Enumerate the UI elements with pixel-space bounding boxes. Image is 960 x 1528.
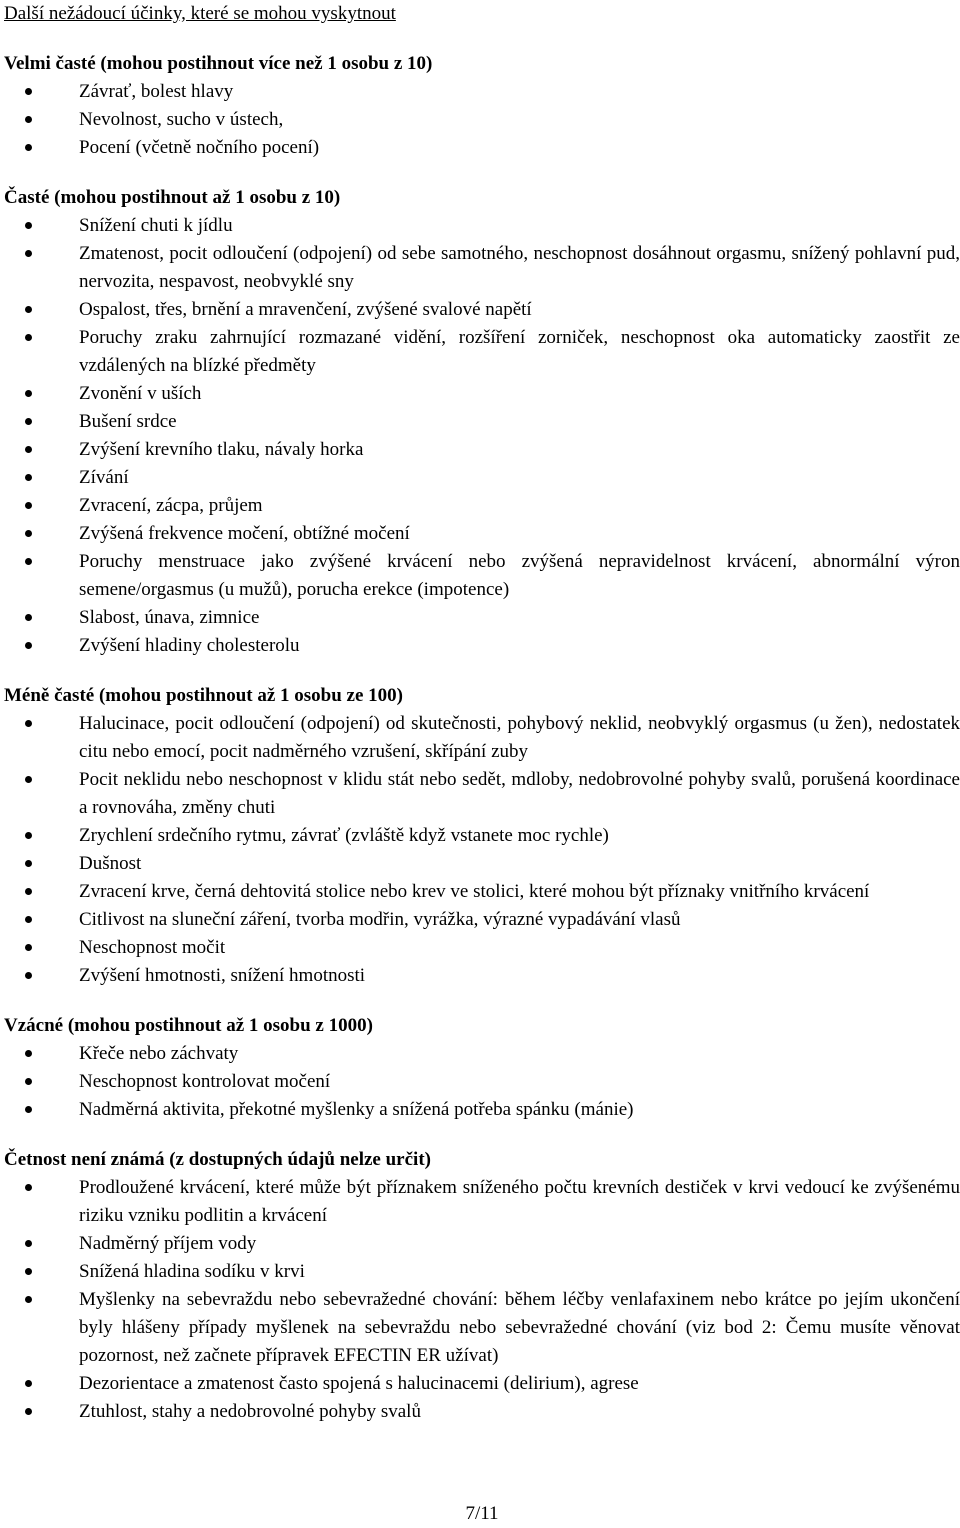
list-item bbox=[4, 436, 960, 464]
side-effect-list bbox=[4, 1040, 960, 1124]
list-item bbox=[4, 324, 960, 380]
list-item bbox=[4, 1286, 960, 1370]
list-item bbox=[4, 1174, 960, 1230]
section-heading: Časté (mohou postihnout až 1 osobu z 10) bbox=[4, 187, 341, 208]
list-item-text: Slabost, únava, zimnice bbox=[79, 607, 260, 628]
bullet-icon bbox=[25, 832, 32, 839]
list-item-text: Závrať, bolest hlavy bbox=[79, 81, 234, 102]
list-item bbox=[4, 134, 960, 162]
list-item bbox=[4, 822, 960, 850]
list-item bbox=[4, 766, 960, 822]
bullet-icon bbox=[25, 474, 32, 481]
list-item bbox=[4, 78, 960, 106]
list-item bbox=[4, 106, 960, 134]
list-item bbox=[4, 850, 960, 878]
list-item-text: Dezorientace a zmatenost často spojená s halucinacemi (delirium), agrese bbox=[79, 1373, 639, 1394]
frequency-section bbox=[4, 682, 960, 990]
page-title: Další nežádoucí účinky, které se mohou vyskytnout bbox=[4, 3, 396, 24]
list-item bbox=[4, 962, 960, 990]
list-item-text: Zvýšení hmotnosti, snížení hmotnosti bbox=[79, 965, 366, 986]
list-item bbox=[4, 1040, 960, 1068]
list-item bbox=[4, 240, 960, 296]
list-item-text: Myšlenky na sebevraždu nebo sebevražedné chování: během léčby venlafaxinem nebo krátce po jejím ukončení byly hlášeny případy myšlenek na sebevraždu nebo sebevražedné chování (viz bod 2: Čemu musíte věnovat pozornost, než začnete přípravek EFECTIN ER užívat) bbox=[79, 1289, 960, 1366]
list-item-text: Zvonění v uších bbox=[79, 383, 202, 404]
frequency-section bbox=[4, 1146, 960, 1426]
list-item bbox=[4, 296, 960, 324]
bullet-icon bbox=[25, 972, 32, 979]
list-item bbox=[4, 1096, 960, 1124]
section-heading: Velmi časté (mohou postihnout více než 1 osobu z 10) bbox=[4, 53, 433, 74]
bullet-icon bbox=[25, 642, 32, 649]
sections-container bbox=[4, 50, 960, 1426]
list-item-text: Nevolnost, sucho v ústech, bbox=[79, 109, 284, 130]
frequency-section bbox=[4, 184, 960, 660]
list-item-text: Zívání bbox=[79, 467, 129, 488]
bullet-icon bbox=[25, 222, 32, 229]
bullet-icon bbox=[25, 334, 32, 341]
list-item bbox=[4, 212, 960, 240]
list-item-text: Snížená hladina sodíku v krvi bbox=[79, 1261, 305, 1282]
list-item-text: Snížení chuti k jídlu bbox=[79, 215, 233, 236]
list-item-text: Poruchy menstruace jako zvýšené krvácení nebo zvýšená nepravidelnost krvácení, abnormální výron semene/orgasmus (u mužů), porucha erekce (impotence) bbox=[79, 551, 960, 600]
bullet-icon bbox=[25, 1268, 32, 1275]
list-item-text: Poruchy zraku zahrnující rozmazané vidění, rozšíření zorniček, neschopnost oka automaticky zaostřit ze vzdálených na blízké předměty bbox=[79, 327, 960, 376]
list-item-text: Pocit neklidu nebo neschopnost v klidu stát nebo sedět, mdloby, nedobrovolné pohyby svalů, porušená koordinace a rovnováha, změny chuti bbox=[79, 769, 960, 818]
document-page bbox=[4, 0, 960, 1426]
list-item bbox=[4, 408, 960, 436]
bullet-icon bbox=[25, 502, 32, 509]
bullet-icon bbox=[25, 1078, 32, 1085]
bullet-icon bbox=[25, 1380, 32, 1387]
bullet-icon bbox=[25, 1106, 32, 1113]
list-item-text: Zvýšená frekvence močení, obtížné močení bbox=[79, 523, 410, 544]
list-item bbox=[4, 1230, 960, 1258]
bullet-icon bbox=[25, 558, 32, 565]
list-item-text: Prodloužené krvácení, které může být příznakem sníženého počtu krevních destiček v krvi vedoucí ke zvýšenému riziku vzniku podlitin a krvácení bbox=[79, 1177, 960, 1226]
list-item-text: Neschopnost kontrolovat močení bbox=[79, 1071, 331, 1092]
bullet-icon bbox=[25, 916, 32, 923]
bullet-icon bbox=[25, 1050, 32, 1057]
bullet-icon bbox=[25, 144, 32, 151]
list-item bbox=[4, 520, 960, 548]
frequency-section bbox=[4, 50, 960, 162]
bullet-icon bbox=[25, 250, 32, 257]
bullet-icon bbox=[25, 614, 32, 621]
list-item bbox=[4, 464, 960, 492]
list-item bbox=[4, 1258, 960, 1286]
list-item bbox=[4, 934, 960, 962]
list-item-text: Zvracení krve, černá dehtovitá stolice nebo krev ve stolici, které mohou být příznaky vnitřního krvácení bbox=[79, 881, 870, 902]
list-item bbox=[4, 906, 960, 934]
list-item-text: Halucinace, pocit odloučení (odpojení) od skutečnosti, pohybový neklid, neobvyklý orgasmus (u žen), nedostatek citu nebo emocí, pocit nadměrného vzrušení, skřípání zuby bbox=[79, 713, 960, 762]
list-item-text: Zvýšení krevního tlaku, návaly horka bbox=[79, 439, 364, 460]
page-number: 7/11 bbox=[465, 1503, 499, 1524]
side-effect-list bbox=[4, 1174, 960, 1426]
bullet-icon bbox=[25, 944, 32, 951]
list-item bbox=[4, 878, 960, 906]
list-item bbox=[4, 604, 960, 632]
side-effect-list bbox=[4, 78, 960, 162]
list-item bbox=[4, 492, 960, 520]
list-item bbox=[4, 710, 960, 766]
bullet-icon bbox=[25, 860, 32, 867]
side-effect-list bbox=[4, 212, 960, 660]
list-item-text: Nadměrná aktivita, překotné myšlenky a snížená potřeba spánku (mánie) bbox=[79, 1099, 634, 1120]
list-item bbox=[4, 380, 960, 408]
list-item-text: Ospalost, třes, brnění a mravenčení, zvýšené svalové napětí bbox=[79, 299, 532, 320]
list-item bbox=[4, 1398, 960, 1426]
list-item-text: Pocení (včetně nočního pocení) bbox=[79, 137, 320, 158]
bullet-icon bbox=[25, 720, 32, 727]
bullet-icon bbox=[25, 1296, 32, 1303]
list-item bbox=[4, 548, 960, 604]
list-item-text: Ztuhlost, stahy a nedobrovolné pohyby svalů bbox=[79, 1401, 421, 1422]
section-heading: Četnost není známá (z dostupných údajů nelze určit) bbox=[4, 1149, 431, 1170]
list-item bbox=[4, 632, 960, 660]
bullet-icon bbox=[25, 418, 32, 425]
bullet-icon bbox=[25, 306, 32, 313]
list-item-text: Citlivost na sluneční záření, tvorba modřin, vyrážka, výrazné vypadávání vlasů bbox=[79, 909, 681, 930]
list-item-text: Zvýšení hladiny cholesterolu bbox=[79, 635, 300, 656]
bullet-icon bbox=[25, 116, 32, 123]
section-heading: Méně časté (mohou postihnout až 1 osobu ze 100) bbox=[4, 685, 403, 706]
section-heading: Vzácné (mohou postihnout až 1 osobu z 1000) bbox=[4, 1015, 373, 1036]
bullet-icon bbox=[25, 446, 32, 453]
list-item-text: Zmatenost, pocit odloučení (odpojení) od sebe samotného, neschopnost dosáhnout orgasmu, snížený pohlavní pud, nervozita, nespavost, neobvyklé sny bbox=[79, 243, 960, 292]
bullet-icon bbox=[25, 530, 32, 537]
bullet-icon bbox=[25, 776, 32, 783]
list-item bbox=[4, 1068, 960, 1096]
bullet-icon bbox=[25, 888, 32, 895]
list-item-text: Zrychlení srdečního rytmu, závrať (zvláště když vstanete moc rychle) bbox=[79, 825, 609, 846]
list-item-text: Bušení srdce bbox=[79, 411, 177, 432]
list-item-text: Křeče nebo záchvaty bbox=[79, 1043, 239, 1064]
list-item-text: Nadměrný příjem vody bbox=[79, 1233, 257, 1254]
bullet-icon bbox=[25, 1240, 32, 1247]
list-item-text: Zvracení, zácpa, průjem bbox=[79, 495, 263, 516]
list-item bbox=[4, 1370, 960, 1398]
bullet-icon bbox=[25, 88, 32, 95]
list-item-text: Neschopnost močit bbox=[79, 937, 226, 958]
list-item-text: Dušnost bbox=[79, 853, 142, 874]
bullet-icon bbox=[25, 390, 32, 397]
side-effect-list bbox=[4, 710, 960, 990]
bullet-icon bbox=[25, 1408, 32, 1415]
frequency-section bbox=[4, 1012, 960, 1124]
bullet-icon bbox=[25, 1184, 32, 1191]
